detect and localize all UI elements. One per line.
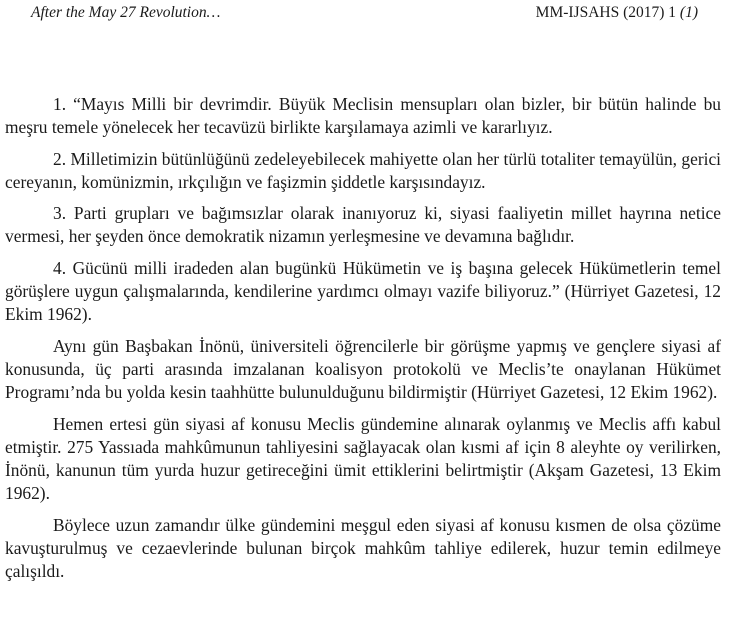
paragraph-conclusion: Böylece uzun zamandır ülke gündemini meşgul eden siyasi af konusu kısmen de olsa çözüme kavuşturulmuş ve cezaevlerinde bulunan birçok mahkûm tahliye edilerek, huzur temin edilmeye çalışıldı. — [5, 514, 721, 582]
header-article-title: After the May 27 Revolution… — [31, 4, 221, 21]
paragraph-item-1: 1. “Mayıs Milli bir devrimdir. Büyük Meclisin mensupları olan bizler, bir bütün halinde bu meşru temele yönelecek her tecavüzü birlikte karşılamaya azimli ve kararlıyız. — [5, 94, 721, 138]
header-journal-citation — [536, 3, 698, 23]
paragraph-item-4: 4. Gücünü milli iradeden alan bugünkü Hükümetin ve iş başına gelecek Hükümetlerin temel görüşlere uygun çalışmalarında, kendilerine yardımcı olmayı vazife biliyoruz.” (Hürriyet Gazetesi, 12 Ekim 1962). — [5, 257, 721, 325]
header-journal-volume: MM-IJSAHS (2017) 1 — [535, 4, 680, 21]
body-text — [5, 93, 721, 584]
paragraph-inonu-students: Aynı gün Başbakan İnönü, üniversiteli öğrencilerle bir görüşme yapmış ve gençlere siyasi af konusunda, üç parti arasında imzalanan koalisyon protokolü ve Meclis’te onaylanan Hükümet Programı’nda bu yolda kesin taahhütte bulunulduğunu bildirmiştir (Hürriyet Gazetesi, 12 Ekim 1962). — [5, 335, 721, 403]
paragraph-item-3: 3. Parti grupları ve bağımsızlar olarak inanıyoruz ki, siyasi faaliyetin millet hayrına netice vermesi, her şeyden önce demokratik nizamın yerleşmesine ve devamına bağlıdır. — [5, 203, 721, 247]
paragraph-item-2: 2. Milletimizin bütünlüğünü zedeleyebilecek mahiyette olan her türlü totaliter temayülün, gerici cereyanın, komünizmin, ırkçılığın ve faşizmin şiddetle karşısındayız. — [5, 148, 721, 192]
header-journal-issue: (1) — [679, 4, 698, 21]
running-header — [31, 3, 698, 23]
paragraph-amnesty-vote: Hemen ertesi gün siyasi af konusu Meclis gündemine alınarak oylanmış ve Meclis affı kabul etmiştir. 275 Yassıada mahkûmunun tahliyesini sağlayacak olan kısmi af için 8 aleyhte oy verilirken, İnönü, kanunun tüm yurda huzur getireceğini ümit ettiklerini belirtmiştir (Akşam Gazetesi, 13 Ekim 1962). — [5, 413, 721, 504]
